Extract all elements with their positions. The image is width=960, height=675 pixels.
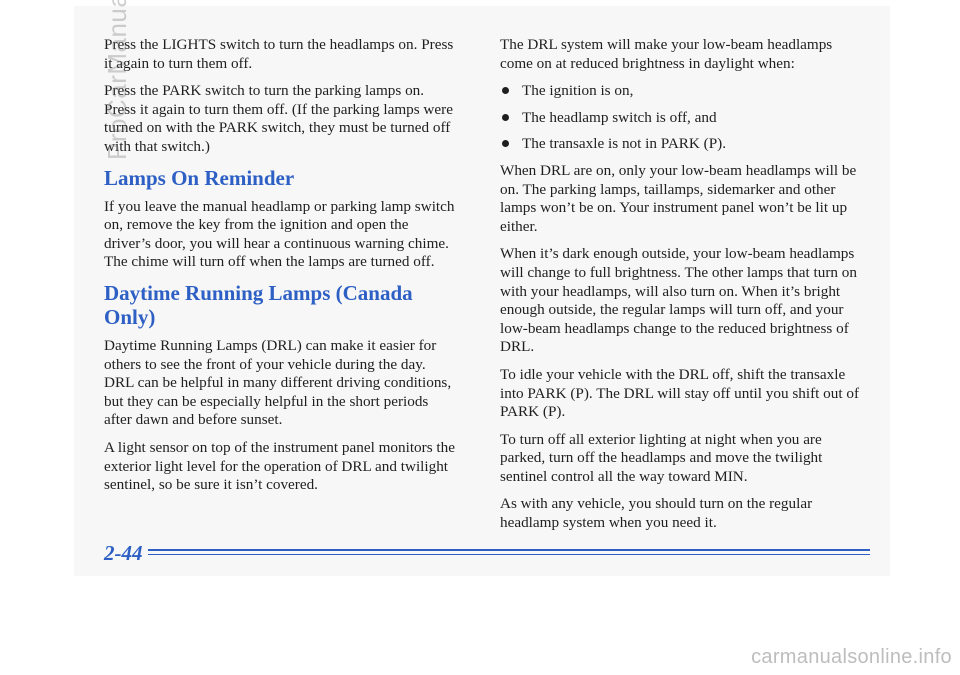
heading-lamps-on-reminder: Lamps On Reminder [104,165,295,190]
list-item: The transaxle is not in PARK (P). [500,135,868,154]
paragraph-drl-intro: Daytime Running Lamps (DRL) can make it easier for others to see the front of your vehicle during the day. DRL can be helpful in many different driving conditions, but they can be especially helpful in the short periods after dawn and before sunset. [104,336,452,429]
bullet-icon [502,114,509,121]
bullet-icon [502,87,509,94]
paragraph-reminder-chime: If you leave the manual headlamp or parking lamp switch on, remove the key from the ignition and open the driver’s door, you will hear a continuous warning chime. The chime will turn off when the lamps are turned off. [104,197,455,271]
footer-rule-thin [148,554,870,555]
drl-conditions-list [500,82,868,154]
footer-rule [148,549,870,551]
paragraph-drl-on: When DRL are on, only your low-beam headlamps will be on. The parking lamps, taillamps, sidemarker and other lamps won’t be on. Your instrument panel won’t be lit up either. [500,161,857,235]
right-column [500,36,868,542]
list-item: The ignition is on, [500,82,868,101]
bullet-icon [502,140,509,147]
paragraph-idle-vehicle: To idle your vehicle with the DRL off, shift the transaxle into PARK (P). The DRL will stay off until you shift out of PARK (P). [500,365,860,421]
paragraph-regular-headlamps: As with any vehicle, you should turn on the regular headlamp system when you need it. [500,495,813,532]
page-footer [104,540,870,568]
paragraph-turn-off-lighting: To turn off all exterior lighting at night when you are parked, turn off the headlamps and move the twilight sentinel control all the way toward MIN. [500,430,823,485]
manual-page [74,6,890,576]
paragraph-lights-switch: Press the LIGHTS switch to turn the headlamps on. Press it again to turn them off. [104,36,454,72]
paragraph-park-switch: Press the PARK switch to turn the parking lamps on. Press it again to turn them off. (If the parking lamps were turned on with the PARK switch, they must be turned off with that switch.) [104,82,453,155]
heading-daytime-running-lamps: Daytime Running Lamps (Canada Only) [104,280,413,329]
paragraph-dark-outside: When it’s dark enough outside, your low-beam headlamps will change to full brightness. The other lamps that turn on with your headlamps, will also turn on. When it’s bright enough outside, the regular lamps will turn off, and your low-beam headlamps change to the reduced brightness of DRL. [500,245,857,356]
page-number: 2-44 [104,541,143,565]
paragraph-light-sensor: A light sensor on top of the instrument panel monitors the exterior light level for the operation of DRL and twilight sentinel, so be sure it isn’t covered. [104,438,455,494]
left-column [104,36,459,504]
paragraph-drl-conditions: The DRL system will make your low-beam headlamps come on at reduced brightness in daylight when: [500,36,833,72]
list-item: The headlamp switch is off, and [500,109,868,128]
bottom-watermark: carmanualsonline.info [751,646,952,668]
